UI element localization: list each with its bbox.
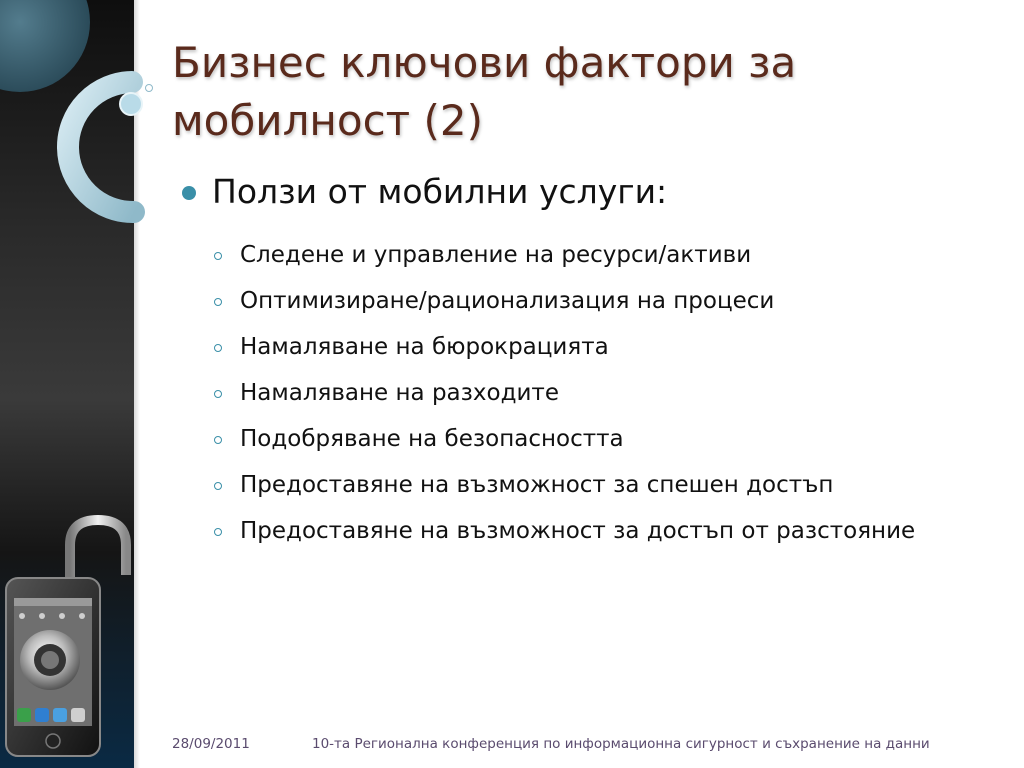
bullet-ring-icon: [214, 252, 222, 260]
main-bullet-text: Ползи от мобилни услуги:: [212, 172, 668, 211]
list-item: [214, 416, 915, 462]
list-item-text: Намаляване на разходите: [240, 380, 559, 406]
footer-date: 28/09/2011: [172, 736, 250, 752]
list-item: [214, 324, 915, 370]
list-item-text: Следене и управление на ресурси/активи: [240, 242, 752, 268]
list-item-text: Предоставяне на възможност за спешен достъп: [240, 472, 834, 498]
list-item-text: Намаляване на бюрокрацията: [240, 334, 609, 360]
list-item: [214, 278, 915, 324]
list-item-text: Подобряване на безопасността: [240, 426, 624, 452]
bullet-ring-icon: [214, 436, 222, 444]
side-decoration-art: [0, 0, 134, 768]
list-item-text: Предоставяне на възможност за достъп от разстояние: [240, 518, 916, 544]
side-panel-edge: [134, 0, 140, 768]
sub-bullet-list: [214, 232, 915, 554]
slide-footer: [0, 736, 1024, 756]
footer-conference: 10-та Регионална конференция по информационна сигурност и съхранение на данни: [312, 736, 930, 752]
list-item: [214, 508, 915, 554]
bullet-ring-icon: [214, 390, 222, 398]
slide-title: Бизнес ключови фактори за мобилност (2): [172, 38, 797, 145]
bullet-ring-icon: [214, 528, 222, 536]
list-item: [214, 232, 915, 278]
bullet-ring-icon: [214, 482, 222, 490]
bullet-dot-icon: [182, 186, 196, 200]
bullet-ring-icon: [214, 344, 222, 352]
list-item-text: Оптимизиране/рационализация на процеси: [240, 288, 775, 314]
side-decoration-panel: [0, 0, 134, 768]
list-item: [214, 370, 915, 416]
main-bullet: [182, 172, 667, 211]
bullet-ring-icon: [214, 298, 222, 306]
list-item: [214, 462, 915, 508]
